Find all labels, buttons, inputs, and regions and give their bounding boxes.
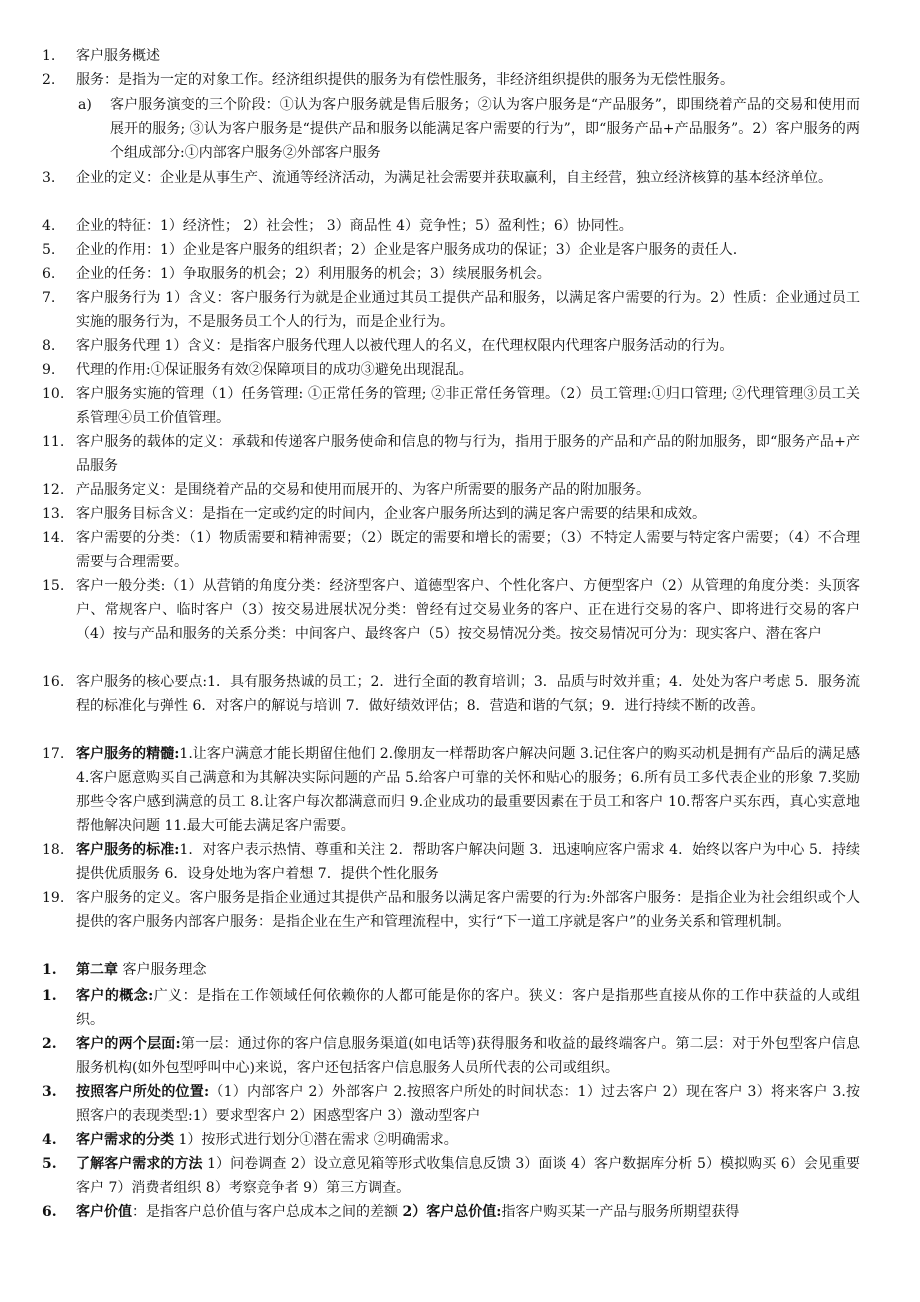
item-text: 客户服务演变的三个阶段：①认为客户服务就是售后服务；②认为客户服务是“产品服务”，即围绕着产品的交易和使用而展开的服务; ③认为客户服务是“提供产品和服务以能满足客户需要的行为”，即“服务产品+产品服务”。2）客户服务的两个组成部分:①内部客户服务②外部客户服务 bbox=[110, 97, 860, 161]
item-text: 客户需要的分类：（1）物质需要和精神需要；（2）既定的需要和增长的需要；（3）不特定人需要与特定客户需要；（4）不合理需要与合理需要。 bbox=[76, 530, 860, 570]
item-heading: 客户价值 bbox=[76, 1204, 132, 1220]
item-number: 12. bbox=[42, 482, 65, 498]
item-text: 产品服务定义：是围绕着产品的交易和使用而展开的、为客户所需要的服务产品的附加服务。 bbox=[76, 482, 650, 498]
item-text: 客户服务的定义。客户服务是指企业通过其提供产品和服务以满足客户需要的行为:外部客户服务：是指企业为社会组织或个人提供的客户服务内部客户服务：是指企业在生产和管理流程中，实行“下一道工序就是客户”的业务关系和管理机制。 bbox=[76, 890, 860, 930]
list-item bbox=[42, 334, 860, 358]
item-text bbox=[76, 1080, 860, 1128]
list-item bbox=[42, 214, 860, 238]
item-heading: 客户需求的分类 bbox=[76, 1132, 174, 1148]
list-item bbox=[42, 670, 860, 718]
list-item bbox=[42, 838, 860, 886]
list-item bbox=[42, 742, 860, 838]
item-text: 客户服务目标含义：是指在一定或约定的时间内，企业客户服务所达到的满足客户需要的结果和成效。 bbox=[76, 506, 706, 522]
list-item bbox=[42, 430, 860, 478]
item-text: 企业的特征：1）经济性； 2）社会性； 3）商品性 4）竞争性；5）盈利性；6）协同性。 bbox=[76, 218, 633, 234]
item-number: 11. bbox=[42, 434, 65, 450]
item-text bbox=[76, 1152, 860, 1200]
list-item bbox=[42, 1200, 860, 1224]
item-number: 9. bbox=[42, 362, 56, 378]
item-number: 15. bbox=[42, 578, 65, 594]
item-text bbox=[76, 838, 860, 886]
item-number: 7. bbox=[42, 290, 56, 306]
list-item bbox=[42, 886, 860, 934]
item-number: 18. bbox=[42, 842, 65, 858]
list-item bbox=[42, 262, 860, 286]
item-heading: 客户的两个层面: bbox=[76, 1036, 181, 1052]
chapter-title: 客户服务理念 bbox=[118, 962, 207, 978]
list-item bbox=[42, 1152, 860, 1200]
item-number: 5. bbox=[42, 242, 56, 258]
item-number: 17. bbox=[42, 746, 65, 762]
list-item bbox=[42, 526, 860, 574]
list-item bbox=[42, 1032, 860, 1080]
item-number: 19. bbox=[42, 890, 65, 906]
item-body-continued: 指客户购买某一产品与服务所期望获得 bbox=[501, 1204, 740, 1220]
item-heading: 客户的概念: bbox=[76, 988, 154, 1004]
item-text bbox=[76, 958, 860, 982]
list-item bbox=[42, 238, 860, 262]
item-text: 代理的作用:①保证服务有效②保障项目的成功③避免出现混乱。 bbox=[76, 362, 473, 378]
item-text bbox=[76, 742, 860, 838]
item-text: 客户服务的核心要点:1．具有服务热诚的员工；2．进行全面的教育培训；3．品质与时效并重；4．处处为客户考虑 5．服务流程的标准化与弹性 6．对客户的解说与培训 7．做好绩效评估；8．营造和谐的气氛；9．进行持续不断的改善。 bbox=[76, 674, 860, 714]
item-body: 第一层：通过你的客户信息服务渠道(如电话等)获得服务和收益的最终端客户。第二层：对于外包型客户信息服务机构(如外包型呼叫中心)来说，客户还包括客户信息服务人员所代表的公司或组织。 bbox=[76, 1036, 860, 1076]
item-number: 3. bbox=[42, 1084, 57, 1100]
item-text: 企业的任务：1）争取服务的机会；2）利用服务的机会；3）续展服务机会。 bbox=[76, 266, 551, 282]
item-number: 3. bbox=[42, 170, 56, 186]
item-number: 13. bbox=[42, 506, 65, 522]
item-text: 服务：是指为一定的对象工作。经济组织提供的服务为有偿性服务，非经济组织提供的服务为无偿性服务。 bbox=[76, 72, 734, 88]
item-text bbox=[76, 1032, 860, 1080]
list-item bbox=[42, 166, 860, 190]
item-number: a) bbox=[78, 97, 92, 113]
list-item bbox=[42, 68, 860, 92]
item-body: （1）内部客户 2）外部客户 2.按照客户所处的时间状态：1）过去客户 2）现在客户 3）将来客户 3.按照客户的表现类型:1）要求型客户 2）困惑型客户 3）激动型客户 bbox=[76, 1084, 861, 1124]
item-text: 企业的作用：1）企业是客户服务的组织者；2）企业是客户服务成功的保证；3）企业是客户服务的责任人. bbox=[76, 242, 738, 258]
list-item bbox=[42, 984, 860, 1032]
item-body: 1）问卷调查 2）设立意见箱等形式收集信息反馈 3）面谈 4）客户数据库分析 5）模拟购买 6）会见重要客户 7）消费者组织 8）考察竞争者 9）第三方调查。 bbox=[76, 1156, 860, 1196]
chapter-label: 第二章 bbox=[76, 962, 118, 978]
item-text: 客户服务行为 1）含义：客户服务行为就是企业通过其员工提供产品和服务，以满足客户需要的行为。2）性质：企业通过员工实施的服务行为，不是服务员工个人的行为，而是企业行为。 bbox=[76, 290, 860, 330]
list-item bbox=[42, 382, 860, 430]
list-item bbox=[42, 502, 860, 526]
item-text bbox=[76, 1128, 860, 1152]
item-number: 8. bbox=[42, 338, 56, 354]
item-body: 1.让客户满意才能长期留住他们 2.像朋友一样帮助客户解决问题 3.记住客户的购买动机是拥有产品后的满足感 4.客户愿意购买自己满意和为其解决实际问题的产品 5.给客户可靠的关怀和贴心的服务；6.所有员工多代表企业的形象 7.奖励那些令客户感到满意的员工 8.让客户每次都满意而归 9.企业成功的最重要因素在于员工和客户 10.帮客户买东西，真心实意地帮他解决问题 11.最大可能去满足客户需要。 bbox=[76, 746, 860, 834]
item-number: 10. bbox=[42, 386, 65, 402]
item-text bbox=[76, 984, 860, 1032]
item-number: 1. bbox=[42, 48, 56, 64]
item-number: 14. bbox=[42, 530, 65, 546]
item-text: 客户服务的载体的定义：承载和传递客户服务使命和信息的物与行为，指用于服务的产品和产品的附加服务，即“服务产品+产品服务 bbox=[76, 434, 860, 474]
chapter-heading bbox=[42, 958, 860, 982]
item-number: 2. bbox=[42, 1036, 57, 1052]
item-text: 客户一般分类:（1）从营销的角度分类：经济型客户、道德型客户、个性化客户、方便型客户（2）从管理的角度分类：头顶客户、常规客户、临时客户（3）按交易进展状况分类：曾经有过交易业务的客户、正在进行交易的客户、即将进行交易的客户（4）按与产品和服务的关系分类：中间客户、最终客户（5）按交易情况分类。按交易情况可分为：现实客户、潜在客户 bbox=[76, 578, 860, 642]
list-item bbox=[42, 574, 860, 646]
item-body: ：是指客户总价值与客户总成本之间的差额 bbox=[132, 1204, 403, 1220]
item-body: 1）按形式进行划分①潜在需求 ②明确需求。 bbox=[174, 1132, 458, 1148]
item-text: 客户服务代理 1）含义：是指客户服务代理人以被代理人的名义，在代理权限内代理客户服务活动的行为。 bbox=[76, 338, 734, 354]
item-number: 5. bbox=[42, 1156, 57, 1172]
item-text bbox=[76, 1200, 860, 1224]
list-item bbox=[42, 286, 860, 334]
item-number: 1. bbox=[42, 988, 57, 1004]
item-number: 1. bbox=[42, 962, 57, 978]
list-item bbox=[42, 358, 860, 382]
item-number: 6. bbox=[42, 1204, 57, 1220]
item-heading: 按照客户所处的位置: bbox=[76, 1084, 210, 1100]
item-text: 客户服务实施的管理（1）任务管理: ①正常任务的管理; ②非正常任务管理。（2）员工管理:①归口管理; ②代理管理③员工关系管理④员工价值管理。 bbox=[76, 386, 860, 426]
list-item bbox=[42, 44, 860, 68]
item-subheading: 2）客户总价值: bbox=[402, 1204, 502, 1220]
list-item bbox=[42, 1080, 860, 1128]
item-number: 4. bbox=[42, 1132, 57, 1148]
item-body: 广义：是指在工作领域任何依赖你的人都可能是你的客户。狭义：客户是指那些直接从你的工作中获益的人或组织。 bbox=[76, 988, 861, 1028]
item-number: 6. bbox=[42, 266, 56, 282]
item-heading: 客户服务的精髓: bbox=[76, 746, 180, 762]
item-text: 企业的定义：企业是从事生产、流通等经济活动，为满足社会需要并获取赢利，自主经营，独立经济核算的基本经济单位。 bbox=[76, 170, 832, 186]
list-item bbox=[42, 1128, 860, 1152]
item-number: 2. bbox=[42, 72, 56, 88]
item-text: 客户服务概述 bbox=[76, 48, 160, 64]
list-subitem bbox=[78, 93, 860, 165]
item-number: 4. bbox=[42, 218, 56, 234]
item-number: 16. bbox=[42, 674, 65, 690]
item-body: 1．对客户表示热情、尊重和关注 2．帮助客户解决问题 3．迅速响应客户需求 4．始终以客户为中心 5．持续提供优质服务 6．设身处地为客户着想 7．提供个性化服务 bbox=[76, 842, 860, 882]
item-heading: 了解客户需求的方法 bbox=[76, 1156, 203, 1172]
list-item bbox=[42, 478, 860, 502]
item-heading: 客户服务的标准: bbox=[76, 842, 180, 858]
